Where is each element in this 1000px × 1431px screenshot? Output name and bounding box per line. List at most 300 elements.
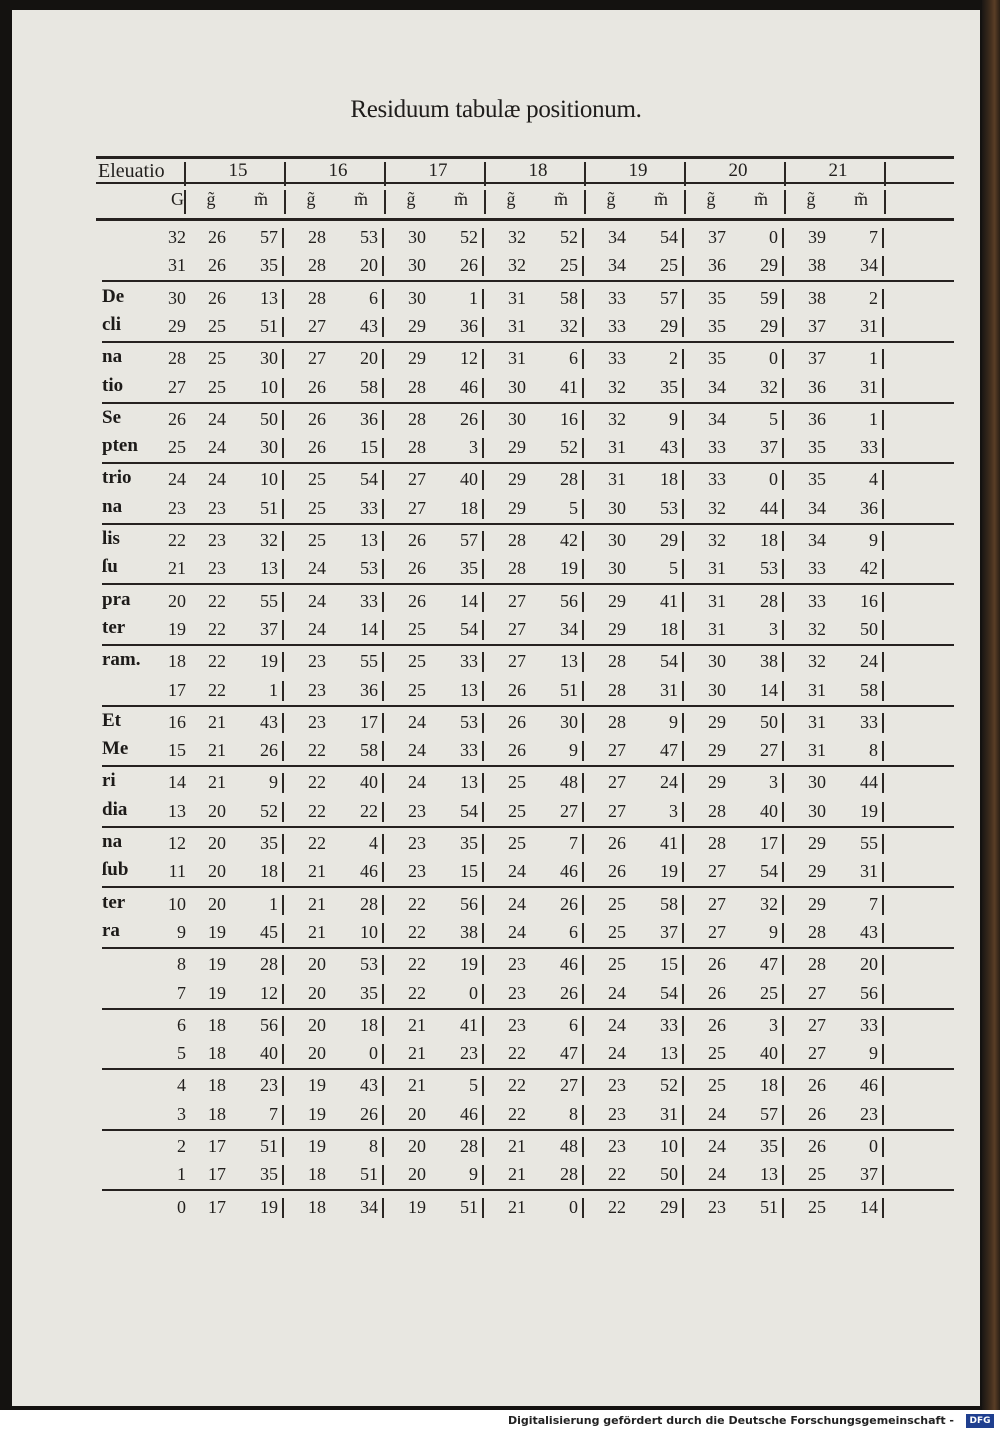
cell-separator	[382, 410, 384, 430]
table-cell-m: 37	[760, 437, 778, 458]
column-separator	[384, 190, 386, 214]
table-cell-g: 31	[708, 618, 726, 639]
table-cell-m: 24	[660, 772, 678, 793]
cell-separator	[682, 834, 684, 854]
cell-separator	[782, 773, 784, 793]
cell-separator	[282, 1016, 284, 1036]
table-cell-m: 19	[260, 1196, 278, 1217]
cell-separator	[582, 349, 584, 369]
column-separator	[184, 190, 186, 214]
table-cell-m: 41	[460, 1014, 478, 1035]
subheader-m: m̃	[253, 189, 268, 209]
table-cell-m: 4	[369, 833, 378, 853]
table-cell-m: 18	[660, 618, 678, 639]
cell-separator	[282, 802, 284, 822]
table-cell-m: 54	[660, 651, 678, 672]
table-cell-g: 34	[708, 376, 726, 397]
table-cell-m: 29	[760, 315, 778, 336]
table-cell-m: 23	[260, 1075, 278, 1096]
cell-separator	[382, 834, 384, 854]
side-label: cli	[102, 313, 121, 335]
cell-separator	[482, 289, 484, 309]
cell-separator	[882, 1076, 884, 1096]
table-cell-g: 29	[708, 772, 726, 793]
table-cell-g: 24	[508, 861, 526, 882]
table-cell-m: 33	[860, 711, 878, 732]
table-cell-g: 23	[308, 711, 326, 732]
table-cell-g: 28	[408, 408, 426, 429]
cell-separator	[882, 438, 884, 458]
table-cell-g: 36	[808, 376, 826, 397]
table-cell-g: 27	[308, 348, 326, 369]
table-cell-g: 29	[508, 469, 526, 490]
table-cell-g: 25	[508, 772, 526, 793]
table-cell-m: 13	[460, 679, 478, 700]
table-cell-m: 55	[260, 590, 278, 611]
table-cell-m: 56	[560, 590, 578, 611]
table-cell-g: 24	[308, 590, 326, 611]
cell-separator	[282, 1076, 284, 1096]
column-separator	[584, 162, 586, 186]
cell-separator	[482, 1105, 484, 1125]
cell-separator	[882, 531, 884, 551]
cell-separator	[482, 499, 484, 519]
table-cell-g: 25	[208, 315, 226, 336]
table-cell-g: 28	[308, 255, 326, 276]
table-cell-m: 6	[569, 921, 578, 942]
cell-separator	[882, 773, 884, 793]
cell-separator	[382, 681, 384, 701]
cell-separator	[682, 1137, 684, 1157]
table-cell-g: 23	[208, 558, 226, 579]
table-cell-m: 19	[460, 954, 478, 975]
table-cell-m: 10	[260, 469, 278, 490]
cell-separator	[582, 1076, 584, 1096]
table-cell-m: 6	[569, 348, 578, 369]
cell-separator	[282, 834, 284, 854]
table-cell-m: 35	[360, 982, 378, 1003]
table-cell-m: 44	[760, 497, 778, 518]
table-cell-g: 26	[508, 740, 526, 761]
cell-separator	[882, 984, 884, 1004]
table-cell-g: 23	[208, 497, 226, 518]
table-cell-g: 26	[708, 1014, 726, 1035]
group-rule	[102, 644, 954, 646]
column-separator	[784, 190, 786, 214]
table-cell-g: 27	[508, 651, 526, 672]
table-cell-g: 23	[608, 1103, 626, 1124]
table-cell-m: 1	[469, 287, 478, 308]
cell-separator	[382, 470, 384, 490]
cell-separator	[282, 652, 284, 672]
table-cell-g: 23	[308, 679, 326, 700]
cell-separator	[282, 378, 284, 398]
cell-separator	[782, 438, 784, 458]
table-cell-m: 26	[460, 408, 478, 429]
table-cell-m: 53	[460, 711, 478, 732]
table-cell-m: 58	[560, 287, 578, 308]
side-label: ri	[102, 770, 116, 792]
table-cell-g: 33	[808, 558, 826, 579]
cell-separator	[682, 802, 684, 822]
table-cell-g: 27	[808, 1014, 826, 1035]
table-cell-g: 28	[508, 530, 526, 550]
cell-separator	[482, 620, 484, 640]
table-cell-m: 31	[860, 315, 878, 336]
table-cell-m: 36	[360, 408, 378, 429]
cell-separator	[482, 984, 484, 1004]
cell-separator	[882, 681, 884, 701]
table-cell-m: 0	[769, 227, 778, 247]
table-cell-g: 26	[608, 833, 626, 853]
cell-separator	[282, 289, 284, 309]
cell-separator	[882, 470, 884, 490]
table-cell-g: 24	[708, 1164, 726, 1185]
cell-separator	[482, 228, 484, 248]
subheader-g: g̃	[306, 189, 316, 209]
side-label: Se	[102, 406, 121, 428]
cell-separator	[582, 317, 584, 337]
cell-separator	[882, 559, 884, 579]
cell-separator	[682, 228, 684, 248]
table-cell-g: 24	[308, 558, 326, 579]
table-cell-g: 22	[308, 740, 326, 761]
table-cell-m: 51	[560, 679, 578, 700]
table-cell-g: 35	[708, 348, 726, 369]
column-separator	[484, 162, 486, 186]
table-cell-g: 26	[808, 1136, 826, 1156]
table-cell-m: 55	[360, 651, 378, 672]
table-cell-G: 7	[177, 982, 186, 1003]
column-separator	[384, 162, 386, 186]
cell-separator	[482, 317, 484, 337]
table-cell-g: 20	[408, 1136, 426, 1156]
table-cell-m: 48	[560, 1136, 578, 1156]
table-cell-g: 26	[808, 1103, 826, 1124]
cell-separator	[882, 289, 884, 309]
table-cell-g: 22	[208, 618, 226, 639]
table-cell-g: 33	[708, 469, 726, 490]
table-cell-m: 12	[460, 348, 478, 369]
table-cell-g: 28	[608, 679, 626, 700]
table-cell-g: 21	[208, 740, 226, 761]
subheader-rule	[96, 218, 954, 221]
cell-separator	[782, 652, 784, 672]
table-cell-m: 33	[860, 437, 878, 458]
table-cell-m: 7	[269, 1103, 278, 1124]
table-cell-g: 23	[308, 651, 326, 672]
subheader-G: G	[171, 189, 184, 209]
table-cell-g: 23	[608, 1136, 626, 1156]
cell-separator	[782, 289, 784, 309]
table-cell-G: 14	[168, 772, 186, 793]
cell-separator	[382, 1105, 384, 1125]
table-cell-m: 57	[760, 1103, 778, 1124]
table-cell-g: 34	[808, 497, 826, 518]
cell-separator	[782, 410, 784, 430]
cell-separator	[482, 1044, 484, 1064]
subheader-m: m̃	[853, 189, 868, 209]
table-cell-g: 36	[708, 255, 726, 276]
cell-separator	[582, 681, 584, 701]
table-cell-m: 28	[560, 1164, 578, 1185]
table-cell-m: 38	[760, 651, 778, 672]
side-label: ter	[102, 616, 126, 638]
table-cell-m: 37	[260, 618, 278, 639]
table-cell-m: 53	[360, 227, 378, 247]
table-cell-m: 14	[760, 679, 778, 700]
table-cell-g: 23	[508, 982, 526, 1003]
table-cell-g: 30	[608, 558, 626, 579]
table-cell-m: 53	[660, 497, 678, 518]
table-cell-G: 13	[168, 800, 186, 821]
table-cell-m: 42	[560, 530, 578, 550]
table-cell-g: 25	[208, 348, 226, 369]
table-cell-g: 30	[708, 651, 726, 672]
elevation-header: 20	[728, 160, 748, 181]
table-cell-g: 25	[608, 921, 626, 942]
cell-separator	[782, 923, 784, 943]
table-cell-g: 22	[208, 651, 226, 672]
table-cell-m: 36	[460, 315, 478, 336]
dfg-logo: DFG	[966, 1414, 994, 1428]
table-cell-m: 33	[860, 1014, 878, 1035]
cell-separator	[282, 955, 284, 975]
cell-separator	[582, 895, 584, 915]
cell-separator	[282, 228, 284, 248]
cell-separator	[282, 531, 284, 551]
table-cell-m: 0	[769, 469, 778, 490]
table-cell-m: 26	[560, 893, 578, 914]
cell-separator	[782, 1165, 784, 1185]
table-cell-g: 24	[608, 982, 626, 1003]
cell-separator	[782, 895, 784, 915]
table-cell-m: 13	[260, 558, 278, 579]
table-cell-g: 26	[308, 408, 326, 429]
table-cell-m: 41	[560, 376, 578, 397]
table-cell-m: 6	[369, 287, 378, 308]
group-rule	[102, 341, 954, 343]
table-cell-g: 28	[808, 954, 826, 975]
cell-separator	[282, 1137, 284, 1157]
cell-separator	[582, 559, 584, 579]
cell-separator	[782, 1198, 784, 1218]
cell-separator	[282, 741, 284, 761]
cell-separator	[682, 620, 684, 640]
table-cell-m: 5	[669, 558, 678, 579]
cell-separator	[282, 256, 284, 276]
column-separator	[784, 162, 786, 186]
column-separator	[684, 162, 686, 186]
table-cell-m: 41	[660, 833, 678, 853]
cell-separator	[282, 1044, 284, 1064]
table-cell-g: 24	[208, 469, 226, 490]
cell-separator	[382, 592, 384, 612]
table-cell-m: 18	[360, 1014, 378, 1035]
cell-separator	[382, 349, 384, 369]
table-cell-m: 52	[660, 1075, 678, 1096]
cell-separator	[482, 349, 484, 369]
side-label: pra	[102, 588, 131, 610]
subheader-m: m̃	[753, 189, 768, 209]
group-rule	[102, 1129, 954, 1131]
cell-separator	[482, 592, 484, 612]
table-cell-m: 47	[660, 740, 678, 761]
group-rule	[102, 523, 954, 525]
cell-separator	[582, 1044, 584, 1064]
table-cell-g: 28	[808, 921, 826, 942]
table-cell-m: 26	[560, 982, 578, 1003]
cell-separator	[282, 349, 284, 369]
side-label: na	[102, 346, 123, 368]
table-cell-m: 46	[460, 1103, 478, 1124]
table-cell-g: 26	[408, 530, 426, 550]
table-cell-m: 18	[760, 530, 778, 550]
table-cell-g: 31	[708, 590, 726, 611]
table-cell-G: 6	[177, 1014, 186, 1035]
table-cell-m: 3	[769, 1014, 778, 1035]
column-separator	[484, 190, 486, 214]
cell-separator	[382, 802, 384, 822]
table-cell-g: 27	[408, 469, 426, 490]
table-cell-m: 2	[869, 287, 878, 308]
table-cell-m: 53	[760, 558, 778, 579]
table-cell-m: 40	[360, 772, 378, 793]
table-cell-m: 3	[469, 437, 478, 458]
cell-separator	[682, 1165, 684, 1185]
cell-separator	[782, 256, 784, 276]
cell-separator	[282, 317, 284, 337]
table-cell-m: 43	[860, 921, 878, 942]
table-cell-m: 33	[460, 740, 478, 761]
table-cell-g: 31	[808, 679, 826, 700]
table-cell-g: 33	[808, 590, 826, 611]
cell-separator	[782, 349, 784, 369]
table-cell-m: 46	[360, 861, 378, 882]
header-rule	[96, 182, 954, 184]
cell-separator	[482, 1137, 484, 1157]
side-label: Me	[102, 738, 129, 760]
table-cell-m: 31	[660, 679, 678, 700]
table-cell-m: 54	[660, 982, 678, 1003]
table-cell-m: 19	[560, 558, 578, 579]
table-cell-g: 27	[608, 800, 626, 821]
cell-separator	[382, 1016, 384, 1036]
cell-separator	[282, 862, 284, 882]
cell-separator	[582, 1165, 584, 1185]
table-cell-g: 29	[808, 861, 826, 882]
table-cell-G: 21	[168, 558, 186, 579]
table-cell-g: 22	[508, 1103, 526, 1124]
cell-separator	[282, 1198, 284, 1218]
cell-separator	[682, 1198, 684, 1218]
cell-separator	[382, 438, 384, 458]
table-cell-G: 5	[177, 1043, 186, 1064]
column-separator	[284, 162, 286, 186]
cell-separator	[682, 256, 684, 276]
table-cell-m: 18	[660, 469, 678, 490]
table-cell-m: 54	[660, 227, 678, 247]
cell-separator	[382, 228, 384, 248]
table-cell-m: 28	[760, 590, 778, 611]
table-cell-g: 27	[608, 772, 626, 793]
cell-separator	[482, 773, 484, 793]
table-cell-m: 18	[460, 497, 478, 518]
cell-separator	[782, 559, 784, 579]
table-cell-m: 58	[860, 679, 878, 700]
table-cell-m: 35	[260, 255, 278, 276]
table-cell-m: 0	[369, 1043, 378, 1064]
table-cell-g: 21	[308, 893, 326, 914]
group-rule	[102, 947, 954, 949]
table-cell-m: 0	[569, 1196, 578, 1217]
cell-separator	[282, 410, 284, 430]
table-cell-g: 32	[508, 255, 526, 276]
header-label: Eleuatio	[98, 160, 165, 182]
cell-separator	[482, 923, 484, 943]
table-cell-g: 28	[308, 227, 326, 247]
table-cell-m: 54	[760, 861, 778, 882]
table-cell-g: 19	[408, 1196, 426, 1217]
cell-separator	[582, 984, 584, 1004]
table-cell-g: 25	[308, 497, 326, 518]
table-cell-m: 58	[660, 893, 678, 914]
cell-separator	[882, 349, 884, 369]
table-cell-g: 32	[508, 227, 526, 247]
cell-separator	[682, 470, 684, 490]
table-cell-g: 23	[608, 1075, 626, 1096]
table-cell-g: 32	[608, 408, 626, 429]
table-cell-m: 51	[360, 1164, 378, 1185]
table-cell-g: 30	[408, 227, 426, 247]
side-label: ſu	[102, 556, 118, 578]
table-cell-g: 32	[608, 376, 626, 397]
table-cell-g: 24	[708, 1136, 726, 1156]
group-rule	[102, 280, 954, 282]
cell-separator	[482, 438, 484, 458]
table-cell-g: 30	[508, 376, 526, 397]
side-label: lis	[102, 528, 120, 549]
cell-separator	[382, 773, 384, 793]
cell-separator	[482, 741, 484, 761]
cell-separator	[682, 741, 684, 761]
table-cell-g: 29	[408, 315, 426, 336]
table-cell-G: 26	[168, 408, 186, 429]
table-cell-g: 26	[208, 255, 226, 276]
table-cell-m: 18	[260, 861, 278, 882]
table-cell-g: 25	[408, 679, 426, 700]
cell-separator	[282, 984, 284, 1004]
table-cell-G: 18	[168, 651, 186, 672]
table-cell-m: 3	[669, 800, 678, 821]
cell-separator	[682, 378, 684, 398]
table-cell-g: 24	[208, 437, 226, 458]
table-cell-g: 28	[608, 711, 626, 732]
cell-separator	[582, 741, 584, 761]
cell-separator	[882, 862, 884, 882]
table-cell-g: 29	[508, 497, 526, 518]
table-cell-m: 35	[660, 376, 678, 397]
table-cell-g: 26	[708, 954, 726, 975]
table-cell-g: 22	[408, 982, 426, 1003]
cell-separator	[282, 923, 284, 943]
table-cell-m: 22	[360, 800, 378, 821]
table-cell-m: 51	[260, 497, 278, 518]
table-cell-m: 52	[260, 800, 278, 821]
table-cell-m: 9	[669, 711, 678, 732]
cell-separator	[582, 652, 584, 672]
table-cell-g: 30	[508, 408, 526, 429]
